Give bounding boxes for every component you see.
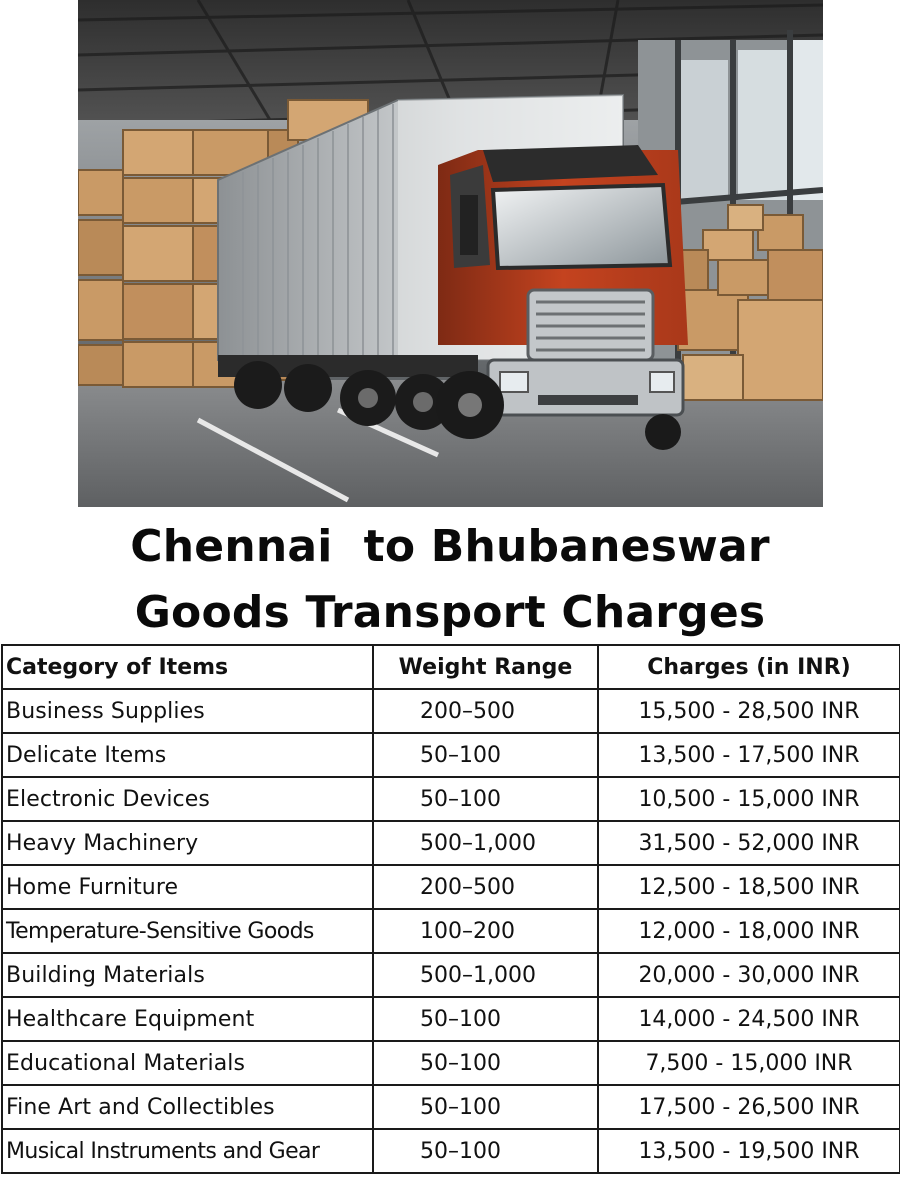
- category-cell: Business Supplies: [2, 689, 373, 733]
- title-line-2: Goods Transport Charges: [134, 587, 766, 638]
- table-header-row: [2, 645, 900, 689]
- table-row: [2, 821, 900, 865]
- weight-cell: 50–100: [373, 733, 598, 777]
- table-row: [2, 909, 900, 953]
- table-row: [2, 1129, 900, 1173]
- charges-cell: 12,500 - 18,500 INR: [598, 865, 900, 909]
- charges-cell: 31,500 - 52,000 INR: [598, 821, 900, 865]
- table-row: [2, 689, 900, 733]
- weight-cell: 50–100: [373, 997, 598, 1041]
- charges-cell: 13,500 - 17,500 INR: [598, 733, 900, 777]
- table-row: [2, 733, 900, 777]
- category-cell: Healthcare Equipment: [2, 997, 373, 1041]
- category-cell: Delicate Items: [2, 733, 373, 777]
- category-cell: Home Furniture: [2, 865, 373, 909]
- table-row: [2, 1041, 900, 1085]
- charges-cell: 15,500 - 28,500 INR: [598, 689, 900, 733]
- category-cell: Educational Materials: [2, 1041, 373, 1085]
- category-cell: Musical Instruments and Gear: [2, 1129, 373, 1173]
- weight-cell: 100–200: [373, 909, 598, 953]
- charges-cell: 10,500 - 15,000 INR: [598, 777, 900, 821]
- charges-cell: 20,000 - 30,000 INR: [598, 953, 900, 997]
- weight-cell: 500–1,000: [373, 953, 598, 997]
- category-cell: Building Materials: [2, 953, 373, 997]
- title-line-1: Chennai to Bhubaneswar: [130, 521, 770, 572]
- weight-cell: 50–100: [373, 777, 598, 821]
- category-cell: Fine Art and Collectibles: [2, 1085, 373, 1129]
- table-row: [2, 777, 900, 821]
- table-row: [2, 865, 900, 909]
- weight-cell: 500–1,000: [373, 821, 598, 865]
- header-charges: Charges (in INR): [598, 645, 900, 689]
- category-cell: Temperature-Sensitive Goods: [2, 909, 373, 953]
- weight-cell: 50–100: [373, 1085, 598, 1129]
- weight-cell: 50–100: [373, 1041, 598, 1085]
- category-cell: Electronic Devices: [2, 777, 373, 821]
- charges-cell: 14,000 - 24,500 INR: [598, 997, 900, 1041]
- category-cell: Heavy Machinery: [2, 821, 373, 865]
- table-row: [2, 1085, 900, 1129]
- header-category: Category of Items: [2, 645, 373, 689]
- transport-charges-table: [1, 644, 900, 1174]
- truck-warehouse-illustration: [78, 0, 823, 507]
- table-row: [2, 997, 900, 1041]
- charges-cell: 17,500 - 26,500 INR: [598, 1085, 900, 1129]
- header-weight: Weight Range: [373, 645, 598, 689]
- charges-cell: 12,000 - 18,000 INR: [598, 909, 900, 953]
- page-title: [0, 514, 900, 646]
- charges-cell: 13,500 - 19,500 INR: [598, 1129, 900, 1173]
- weight-cell: 50–100: [373, 1129, 598, 1173]
- table-row: [2, 953, 900, 997]
- weight-cell: 200–500: [373, 689, 598, 733]
- charges-cell: 7,500 - 15,000 INR: [598, 1041, 900, 1085]
- hero-truck-photo: [78, 0, 823, 507]
- weight-cell: 200–500: [373, 865, 598, 909]
